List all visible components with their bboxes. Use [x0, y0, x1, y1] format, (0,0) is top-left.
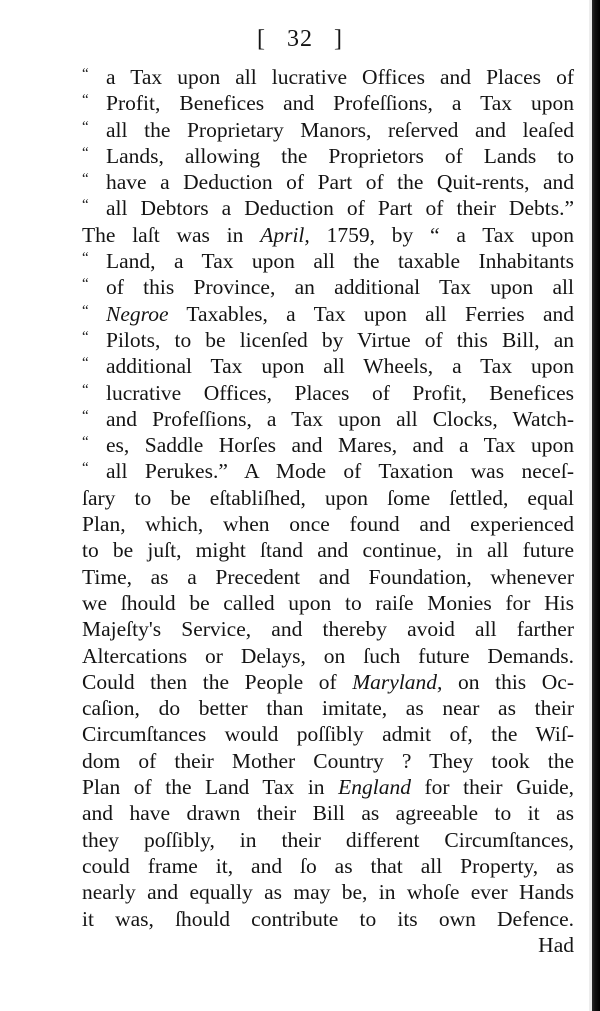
text-line [82, 906, 574, 932]
page-number: [ 32 ] [257, 26, 343, 52]
line-text: and have drawn their Bill as agreeable to it as [82, 801, 574, 826]
text-line [82, 195, 574, 221]
line-text: for their Guide, [410, 775, 574, 800]
line-text: of this Province, an additional Tax upon all [106, 275, 574, 300]
quote-mark: “ [82, 144, 89, 161]
text-line [82, 853, 574, 879]
line-text: Altercations or Delays, on ſuch future Demands. [82, 643, 574, 668]
italic-term: England [338, 775, 411, 800]
text-line [82, 643, 574, 669]
text-line [82, 564, 574, 590]
italic-term: April, [260, 222, 310, 247]
quote-mark: “ [82, 276, 89, 293]
text-line [82, 64, 574, 90]
text-line [82, 327, 574, 353]
line-text: to be juſt, might ſtand and continue, in all future [82, 538, 574, 563]
line-text: it was, ſhould contribute to its own Defence. [82, 906, 574, 931]
line-text: Land, a Tax upon all the taxable Inhabitants [106, 249, 574, 274]
quote-mark: “ [82, 118, 89, 135]
quote-mark: “ [82, 197, 89, 214]
line-text: caſion, do better than imitate, as near as their [82, 696, 574, 721]
line-text: all the Proprietary Manors, reſerved and leaſed [106, 117, 574, 142]
text-line [82, 90, 574, 116]
line-text: Profit, Benefices and Profeſſions, a Tax upon [106, 91, 574, 116]
quote-mark: “ [82, 171, 89, 188]
italic-term: Negroe [106, 301, 169, 326]
book-binding-edge [592, 0, 600, 1011]
line-text: and Profeſſions, a Tax upon all Clocks, Watch- [106, 406, 574, 431]
line-text: Time, as a Precedent and Foundation, whenever [82, 564, 574, 589]
text-line [82, 353, 574, 379]
text-line [82, 248, 574, 274]
text-line [82, 879, 574, 905]
quote-mark: “ [82, 302, 89, 319]
line-text: have a Deduction of Part of the Quit-rents, and [106, 170, 574, 195]
quote-mark: “ [82, 328, 89, 345]
text-line [82, 169, 574, 195]
line-text: 1759, by “ a Tax upon [309, 222, 574, 247]
text-line [82, 458, 574, 484]
quote-mark: “ [82, 355, 89, 372]
line-text: The laſt was in [82, 222, 261, 247]
text-line [82, 301, 574, 327]
text-line [82, 774, 574, 800]
catchword [82, 932, 574, 958]
quote-mark: “ [82, 407, 89, 424]
line-text: on this Oc- [442, 669, 574, 694]
line-text: nearly and equally as may be, in whoſe ever Hands [82, 880, 574, 905]
text-line [82, 669, 574, 695]
quote-mark: “ [82, 381, 89, 398]
text-line [82, 406, 574, 432]
line-text: dom of their Mother Country ? They took the [82, 748, 574, 773]
catchword-text: Had [538, 932, 574, 957]
text-line [82, 748, 574, 774]
line-text: Taxables, a Tax upon all Ferries and [168, 301, 574, 326]
line-text: Lands, allowing the Proprietors of Lands to [106, 143, 574, 168]
text-line [82, 274, 574, 300]
text-line [82, 590, 574, 616]
text-line [82, 827, 574, 853]
body-text [82, 64, 574, 958]
text-line [82, 695, 574, 721]
italic-term: Maryland, [352, 669, 443, 694]
line-text: all Perukes.” A Mode of Taxation was neceſ- [106, 459, 574, 484]
text-line [82, 380, 574, 406]
text-line [82, 721, 574, 747]
text-line [82, 485, 574, 511]
text-line [82, 616, 574, 642]
line-text: es, Saddle Horſes and Mares, and a Tax upon [106, 433, 574, 458]
line-text: lucrative Offices, Places of Profit, Benefices [106, 380, 574, 405]
line-text: Plan, which, when once found and experienced [82, 512, 574, 537]
text-line [82, 537, 574, 563]
line-text: all Debtors a Deduction of Part of their Debts.” [106, 196, 574, 221]
line-text: could frame it, and ſo as that all Property, as [82, 853, 574, 878]
line-text: Pilots, to be licenſed by Virtue of this Bill, an [106, 327, 574, 352]
text-line [82, 143, 574, 169]
text-line [82, 432, 574, 458]
line-text: Plan of the Land Tax in [82, 775, 339, 800]
line-text: ſary to be eſtabliſhed, upon ſome ſettled, equal [82, 485, 574, 510]
line-text: we ſhould be called upon to raiſe Monies for His [82, 590, 574, 615]
line-text: additional Tax upon all Wheels, a Tax upon [106, 354, 574, 379]
text-line [82, 800, 574, 826]
text-line [82, 511, 574, 537]
quote-mark: “ [82, 250, 89, 267]
quote-mark: “ [82, 434, 89, 451]
quote-mark: “ [82, 66, 89, 82]
quote-mark: “ [82, 460, 89, 477]
quote-mark: “ [82, 92, 89, 109]
text-line [82, 222, 574, 248]
line-text: they poſſibly, in their different Circumſtances, [82, 827, 574, 852]
line-text: Could then the People of [82, 669, 353, 694]
line-text: a Tax upon all lucrative Offices and Places of [106, 65, 574, 89]
line-text: Majeſty's Service, and thereby avoid all farther [82, 617, 574, 642]
line-text: Circumſtances would poſſibly admit of, the Wiſ- [82, 722, 574, 747]
text-line [82, 117, 574, 143]
